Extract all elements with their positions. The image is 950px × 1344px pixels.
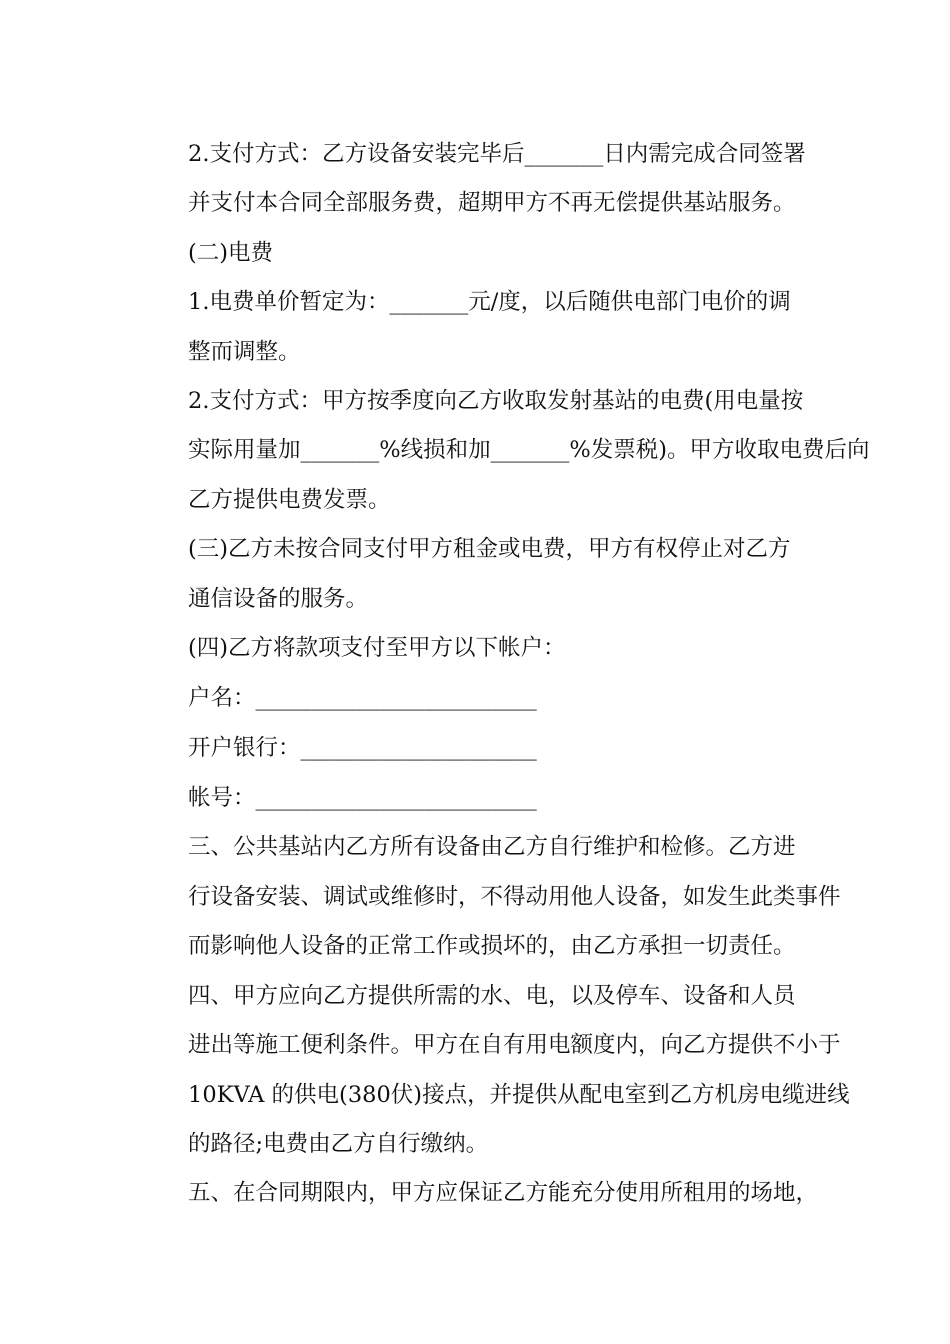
text-line: 五、在合同期限内，甲方应保证乙方能充分使用所租用的场地，	[188, 1180, 819, 1207]
account-name-field: 户名：_________________________	[188, 685, 537, 712]
text-line: 行设备安装、调试或维修时，不得动用他人设备，如发生此类事件	[188, 883, 841, 910]
article-five	[143, 1169, 825, 1218]
document-body	[143, 130, 870, 1219]
text-line: 四、甲方应向乙方提供所需的水、电，以及停车、设备和人员	[188, 982, 796, 1009]
payment-method-paragraph	[143, 130, 825, 229]
electricity-price-paragraph	[143, 278, 825, 377]
account-intro-paragraph	[143, 624, 825, 673]
text-line: 整而调整。	[188, 338, 301, 365]
bank-name-field: 开户银行：_____________________	[188, 735, 537, 762]
text-line: 2.支付方式：乙方设备安装完毕后_______日内需完成合同签署	[188, 141, 806, 167]
electricity-payment-paragraph	[143, 377, 870, 525]
text-line: 的路径;电费由乙方自行缴纳。	[188, 1130, 489, 1157]
article-three	[143, 823, 841, 971]
text-line: 并支付本合同全部服务费，超期甲方不再无偿提供基站服务。	[188, 190, 796, 217]
text-line: 通信设备的服务。	[188, 585, 369, 612]
text-line: 1.电费单价暂定为：_______元/度，以后随供电部门电价的调	[188, 289, 791, 316]
text-line: 2.支付方式：甲方按季度向乙方收取发射基站的电费(用电量按	[188, 388, 804, 415]
text-line: 而影响他人设备的正常工作或损坏的，由乙方承担一切责任。	[188, 933, 796, 960]
article-four	[143, 972, 850, 1170]
section-heading-electricity	[143, 229, 825, 278]
non-payment-paragraph	[143, 525, 825, 624]
text-line: (四)乙方将款项支付至甲方以下帐户：	[188, 635, 566, 662]
text-line: (三)乙方未按合同支付甲方租金或电费，甲方有权停止对乙方	[188, 536, 791, 563]
text-line: 三、公共基站内乙方所有设备由乙方自行维护和检修。乙方进	[188, 834, 796, 861]
text-line: 10KVA 的供电(380伏)接点，并提供从配电室到乙方机房电缆进线	[188, 1081, 850, 1108]
text-line: 进出等施工便利条件。甲方在自有用电额度内，向乙方提供不小于	[188, 1032, 841, 1059]
text-line: (二)电费	[188, 239, 274, 266]
text-line: 乙方提供电费发票。	[188, 486, 391, 513]
text-line: 实际用量加_______%线损和加_______%发票税)。甲方收取电费后向	[188, 437, 870, 464]
account-number-field: 帐号：_________________________	[188, 785, 537, 812]
